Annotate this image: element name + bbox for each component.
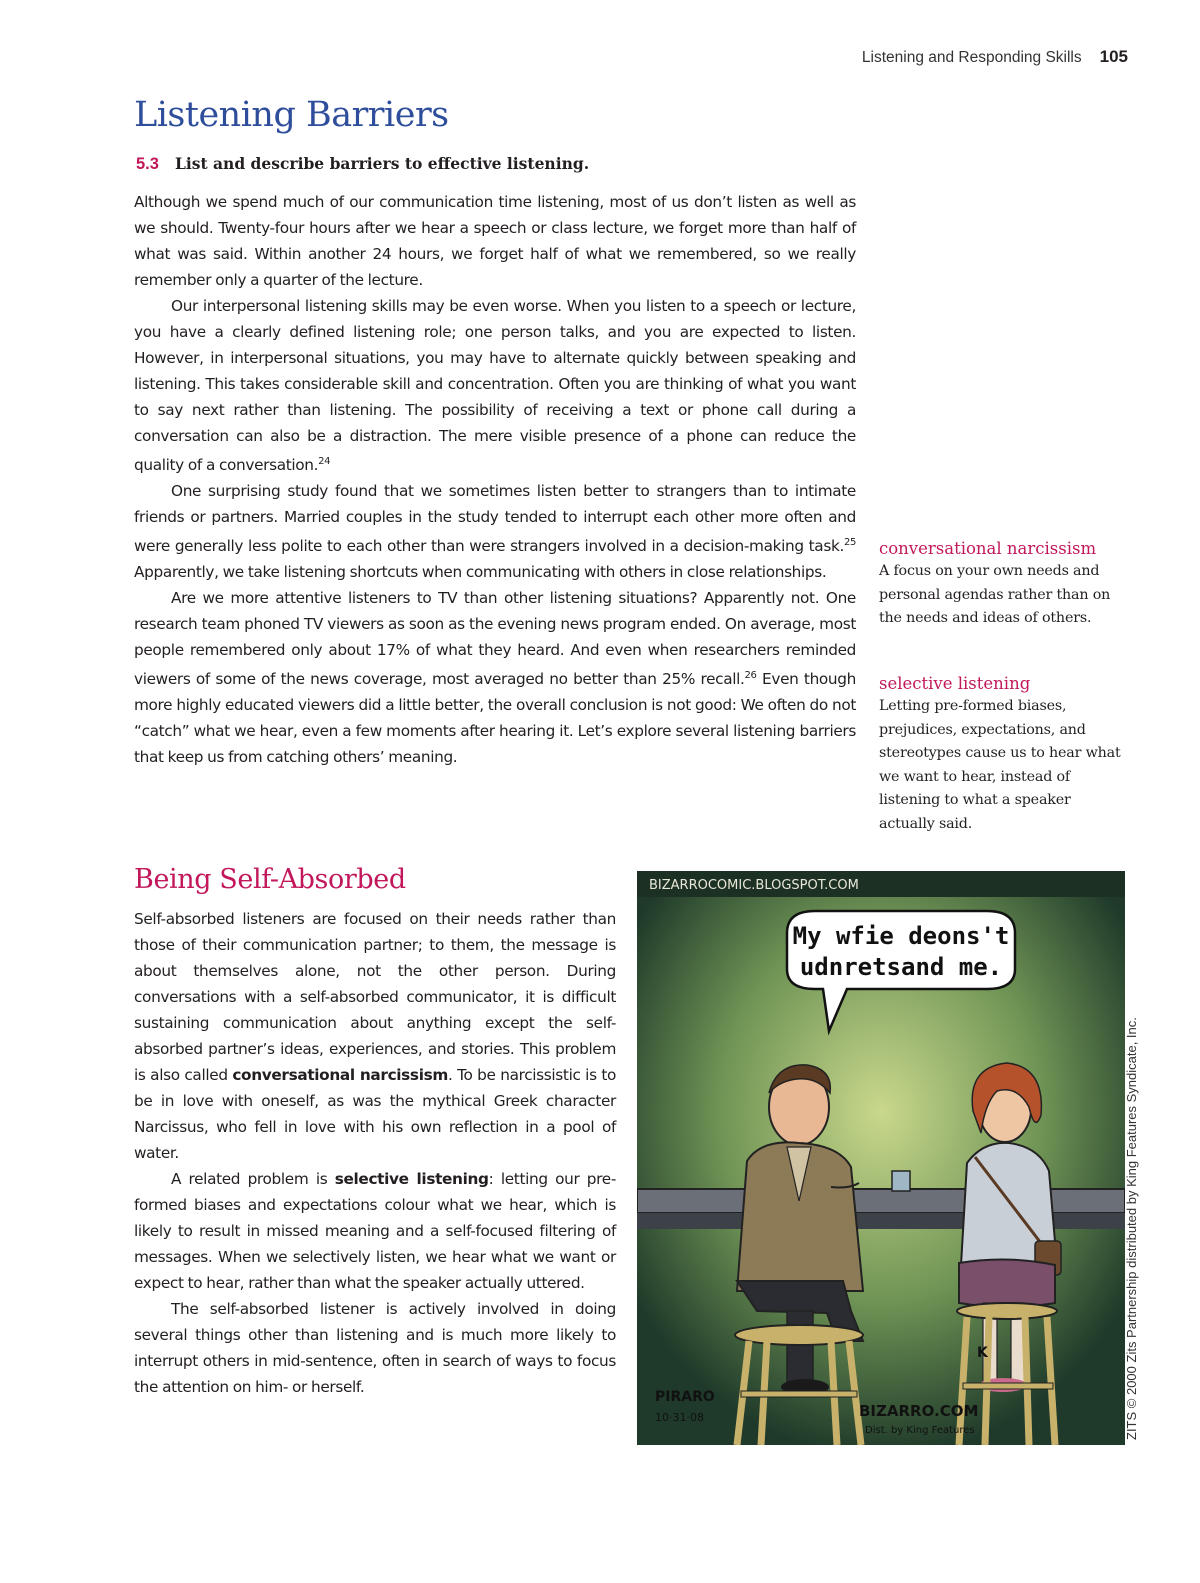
- cartoon-drawing: [637, 871, 1125, 1445]
- cartoon-image: [637, 871, 1125, 1445]
- paragraph-text: Even though more highly educated viewers did a little better, the overall conclusion is not good: We often do not “catch” what we hear, even a few moments after hearing it. Let’s explore several listening barriers that keep us from catching others’ meaning.: [134, 670, 856, 767]
- paragraph: [134, 1166, 616, 1296]
- paragraph-text: Are we more attentive listeners to TV than other listening situations? Apparently not. One research team phoned TV viewers as soon as the evening news program ended. On average, most people remembered only about 17% of what they heard. And even when researchers reminded viewers of some of the news coverage, most averaged no better than 25% recall.: [134, 589, 856, 689]
- brand-text: BIZARRO.COM: [859, 1402, 979, 1420]
- running-head-title: Listening and Responding Skills: [861, 49, 1082, 66]
- speech-line-1: My wfie deons't: [792, 922, 1010, 950]
- objective-number: 5.3: [136, 155, 159, 173]
- paragraph: [134, 585, 856, 770]
- paragraph: Although we spend much of our communication time listening, most of us don’t listen as well as we should. Twenty-four hours after we hear a speech or class lecture, we forget more than half of what was said. Within another 24 hours, we forget half of what we remembered, so we really remember only a quarter of the lecture.: [134, 193, 856, 289]
- paragraph: [134, 293, 856, 478]
- comic-site-text: BIZARROCOMIC.BLOGSPOT.COM: [649, 878, 859, 893]
- paragraph-text: Our interpersonal listening skills may be even worse. When you listen to a speech or lecture, you have a clearly defined listening role; one person talks, and you are expected to listen. However, in interpersonal situations, you may have to alternate quickly between speaking and listening. This takes considerable skill and concentration. Often you are thinking of what you want to say next rather than listening. The possibility of receiving a text or phone call during a conversation can also be a distraction. The mere visible presence of a phone can reduce the quality of a conversation.: [134, 297, 856, 475]
- speech-line-2: udnretsand me.: [799, 953, 1003, 981]
- glossary-definition: A focus on your own needs and personal agendas rather than on the needs and ideas of others.: [879, 563, 1111, 626]
- footnote-ref: 26: [744, 670, 757, 682]
- key-term: conversational narcissism: [232, 1066, 448, 1084]
- paragraph: [134, 478, 856, 585]
- footnote-ref: 25: [843, 537, 856, 549]
- glossary-entry: [879, 673, 1129, 836]
- subsection-body: [134, 906, 616, 1400]
- main-body: [134, 189, 856, 770]
- signature-name: PIRARO: [655, 1389, 715, 1405]
- distribution-text: Dist. by King Features: [865, 1425, 975, 1436]
- paragraph-text: One surprising study found that we sometimes listen better to strangers than to intimate friends or partners. Married couples in the study tended to interrupt each other more often and were generally less polite to each other than were strangers involved in a decision-making task.: [134, 482, 856, 556]
- glass: [892, 1171, 910, 1191]
- subsection-title: Being Self-Absorbed: [134, 864, 406, 895]
- section-title: Listening Barriers: [134, 95, 449, 135]
- image-credit: ZITS © 2000 Zits Partnership distributed by King Features Syndicate, Inc.: [1124, 1017, 1139, 1440]
- paragraph-text: A related problem is: [171, 1170, 328, 1188]
- learning-objective: [136, 154, 589, 174]
- objective-text: List and describe barriers to effective listening.: [174, 154, 590, 173]
- paragraph: The self-absorbed listener is actively involved in doing several things other than listening and is much more likely to interrupt others in mid-sentence, often in search of ways to focus the attention on him- or herself.: [134, 1300, 616, 1396]
- page-number: 105: [1099, 47, 1128, 66]
- signature-date: 10·31·08: [655, 1411, 704, 1424]
- paragraph-text: Apparently, we take listening shortcuts when communicating with others in close relationships.: [134, 563, 827, 582]
- glossary-entry: [879, 538, 1129, 631]
- glossary-definition: Letting pre-formed biases, prejudices, expectations, and stereotypes cause us to hear what we want to hear, instead of listening to what a speaker actually said.: [879, 698, 1121, 832]
- signature-mark: K: [977, 1345, 988, 1361]
- key-term: selective listening: [334, 1170, 489, 1188]
- glossary-term: selective listening: [879, 674, 1031, 693]
- paragraph-text: . To be narcissistic is to be in love with oneself, as was the mythical Greek character Narcissus, who fell in love with his own reflection in a pool of water.: [134, 1066, 617, 1162]
- footnote-ref: 24: [318, 456, 331, 467]
- glossary-term: conversational narcissism: [879, 539, 1097, 558]
- running-head: [862, 47, 1128, 67]
- paragraph-text: : letting our pre-formed biases and expectations colour what we hear, which is likely to result in missed meaning and a self-focused filtering of messages. When we selectively listen, we hear what we want or expect to hear, rather than what the speaker actually uttered.: [134, 1170, 616, 1292]
- paragraph-text: Self-absorbed listeners are focused on their needs rather than those of their communication partner; to them, the message is about themselves alone, not the other person. During conversations with a self-absorbed communicator, it is difficult sustaining communication about anything except the self-absorbed partner’s ideas, experiences, and stories. This problem is also called: [134, 910, 616, 1084]
- paragraph: [134, 906, 616, 1166]
